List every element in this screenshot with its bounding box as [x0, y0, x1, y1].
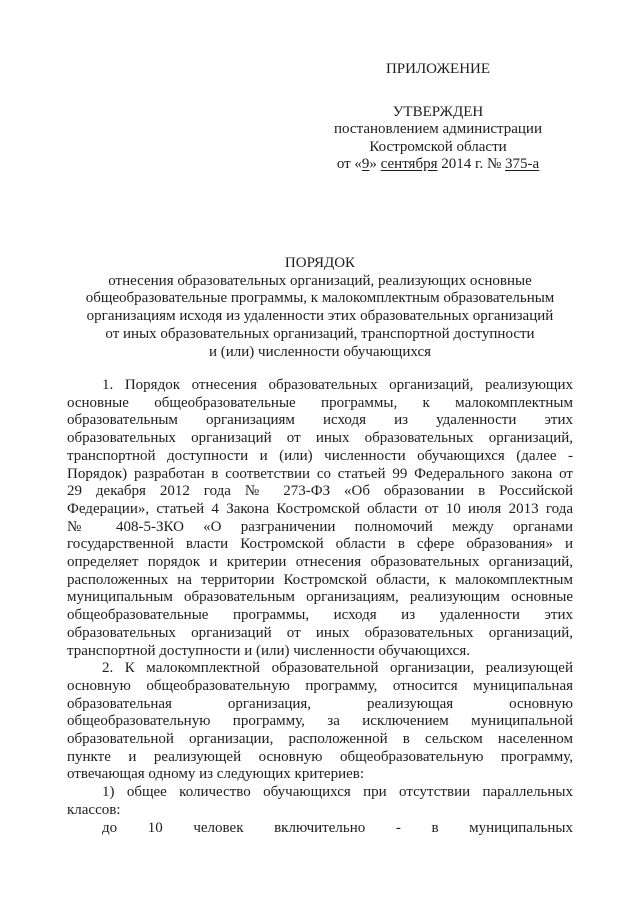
body-text-line: до 10 человек включительно - в муниципальных [102, 819, 573, 836]
title-line: и (или) численности обучающихся [208, 343, 432, 360]
body-text-line: транспортной доступности и (или) численности обучающихся (далее - [67, 447, 573, 464]
body-text-line: государственной власти Костромской области в сфере образования» и [67, 536, 573, 553]
approval-text-line: Костромской области [369, 138, 507, 155]
body-text-line: 1) общее количество обучающихся при отсутствии параллельных [102, 784, 573, 801]
body-text-line: расположенных на территории Костромской области, к малокомплектным [67, 571, 573, 588]
body-text-line: отвечающая одному из следующих критериев: [67, 766, 365, 783]
title-line: организациям исходя из удаленности этих образовательных организаций [86, 308, 554, 325]
date-segment: 2014 г. № [437, 156, 506, 172]
date-segment: » [369, 156, 381, 172]
body-text-line: образовательным организациям исходя из удаленности этих [67, 412, 573, 429]
body-text-line: 29 декабря 2012 года № 273-ФЗ «Об образовании в Российской [67, 483, 573, 500]
body-text-line: общеобразовательную программу, за исключением муниципальной [67, 713, 573, 730]
approval-date-line [328, 156, 548, 174]
title-line: ПОРЯДОК [284, 255, 356, 271]
approval-block [328, 61, 548, 174]
body-text-line: определяет порядок и критерии отнесения образовательных организаций, [67, 554, 573, 571]
body-text-line: 1. Порядок отнесения образовательных организаций, реализующих [102, 377, 573, 393]
body-text-line: 2. К малокомплектной образовательной организации, реализующей [102, 660, 573, 677]
body-text-line: основные общеобразовательные программы, к малокомплектным [67, 394, 573, 411]
approval-text-line: постановлением администрации [334, 121, 542, 137]
body-text-line: Федерации», статьей 4 Закона Костромской области от 10 июля 2013 года [67, 500, 573, 517]
body-text-line: образовательных организаций от иных образовательных организаций, [67, 430, 573, 447]
body-text-line: классов: [67, 801, 121, 818]
body-text-line: муниципальным образовательным организациям, реализующим основные [67, 589, 573, 606]
date-segment: от « [336, 156, 362, 172]
body-text-line: пункте и реализующей основную общеобразовательную программу, [67, 748, 573, 765]
date-underlined-segment: 375-а [505, 156, 540, 172]
body-text-line: Порядок) разработан в соответствии со статьей 99 Федерального закона от [67, 465, 573, 482]
title-line: общеобразовательные программы, к малокомплектным образовательным [85, 290, 555, 307]
body-text-line: образовательных организаций от иных образовательных организаций, [67, 624, 573, 641]
date-underlined-segment: 9 [361, 156, 370, 172]
body-text-line: транспортной доступности и (или) численности обучающихся. [67, 642, 470, 659]
body-text-line: № 408-5-ЗКО «О разграничении полномочий между органами [67, 518, 573, 535]
body-text-line: образовательной организации, расположенной в сельском населенном [67, 731, 573, 748]
date-underlined-segment: сентября [380, 156, 438, 172]
body-text-line: образовательная организация, реализующая основную [67, 695, 573, 712]
attachment-label: ПРИЛОЖЕНИЕ [385, 61, 491, 77]
approval-authority-lines [328, 121, 548, 156]
approved-label: УТВЕРЖДЕН [392, 103, 484, 120]
title-line: отнесения образовательных организаций, реализующих основные [108, 272, 532, 289]
document-title [67, 255, 573, 361]
spacer [328, 79, 548, 104]
body-text-line: основную общеобразовательную программу, относится муниципальная [67, 677, 573, 694]
body-text-line: общеобразовательные программы, исходя из удаленности этих [67, 607, 573, 624]
document-body [67, 377, 573, 837]
title-line: от иных образовательных организаций, транспортной доступности [105, 325, 535, 342]
